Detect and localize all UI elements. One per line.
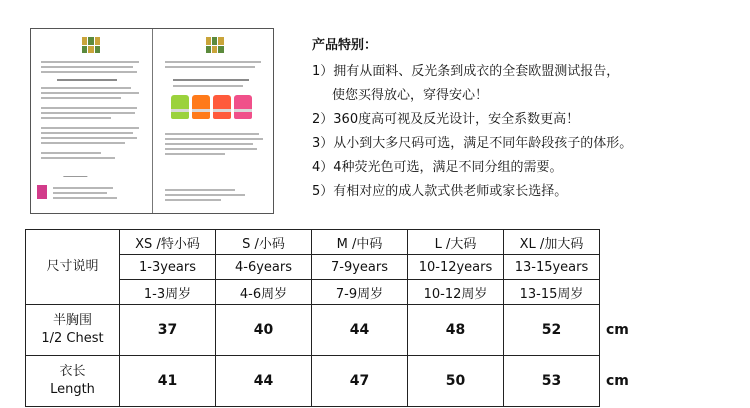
measurement-cell: 48 xyxy=(408,305,504,356)
age-cell: 13-15周岁 xyxy=(504,280,600,305)
lab-logo-icon xyxy=(37,185,47,199)
size-chart-table xyxy=(25,229,630,407)
feature-item: 5）有相对应的成人款式供老师或家长选择。 xyxy=(312,184,568,199)
feature-item: 4）4种荧光色可选，满足不同分组的需要。 xyxy=(312,160,563,175)
measurement-cell: 40 xyxy=(216,305,312,356)
vest-pink-icon xyxy=(234,95,252,119)
certificate-logo-icon xyxy=(82,37,100,53)
test-report-images xyxy=(30,28,274,214)
unit-label: cm xyxy=(606,322,629,338)
measurement-cell: 50 xyxy=(408,356,504,407)
measurement-cell: 44 xyxy=(216,356,312,407)
product-features xyxy=(312,34,742,204)
age-cell: 4-6周岁 xyxy=(216,280,312,305)
measurement-cell: 44 xyxy=(312,305,408,356)
size-header-label: 尺寸说明 xyxy=(26,230,120,305)
length-label-en: Length xyxy=(50,382,95,397)
age-cell: 10-12years xyxy=(408,255,504,280)
age-cell: 1-3周岁 xyxy=(120,280,216,305)
age-cell: 10-12周岁 xyxy=(408,280,504,305)
chest-label-en: 1/2 Chest xyxy=(41,331,104,346)
age-cell: 7-9周岁 xyxy=(312,280,408,305)
size-cell: M /中码 xyxy=(312,230,408,255)
vest-green-icon xyxy=(171,95,189,119)
measurement-cell: 52 xyxy=(504,305,600,356)
age-cell: 4-6years xyxy=(216,255,312,280)
vest-orange-icon xyxy=(192,95,210,119)
vest-color-samples xyxy=(171,95,252,119)
measurement-cell: 37 xyxy=(120,305,216,356)
signature-mark xyxy=(63,169,91,177)
age-cell: 7-9years xyxy=(312,255,408,280)
vest-red-icon xyxy=(213,95,231,119)
test-report-page-1 xyxy=(31,29,153,213)
measurement-cell: 53 xyxy=(504,356,600,407)
length-label xyxy=(26,356,120,407)
measurement-cell: 41 xyxy=(120,356,216,407)
feature-item: 2）360度高可视及反光设计，安全系数更高！ xyxy=(312,112,580,127)
feature-item: 3）从小到大多尺码可选，满足不同年龄段孩子的体形。 xyxy=(312,136,633,151)
chest-label-cn: 半胸围 xyxy=(52,313,92,328)
feature-item: 1）拥有从面料、反光条到成衣的全套欧盟测试报告， xyxy=(312,64,620,79)
size-cell: L /大码 xyxy=(408,230,504,255)
size-cell: S /小码 xyxy=(216,230,312,255)
certificate-logo-icon xyxy=(206,37,224,53)
unit-label: cm xyxy=(606,373,629,389)
test-report-page-2 xyxy=(153,29,274,213)
feature-item: 使您买得放心，穿得安心！ xyxy=(332,88,489,103)
length-row xyxy=(26,356,630,407)
measurement-cell: 47 xyxy=(312,356,408,407)
length-label-cn: 衣长 xyxy=(59,364,86,379)
size-cell: XS /特小码 xyxy=(120,230,216,255)
features-title: 产品特别： xyxy=(312,38,378,53)
age-cell: 1-3years xyxy=(120,255,216,280)
size-cell: XL /加大码 xyxy=(504,230,600,255)
age-cell: 13-15years xyxy=(504,255,600,280)
chest-label xyxy=(26,305,120,356)
chest-row xyxy=(26,305,630,356)
size-row xyxy=(26,230,630,255)
